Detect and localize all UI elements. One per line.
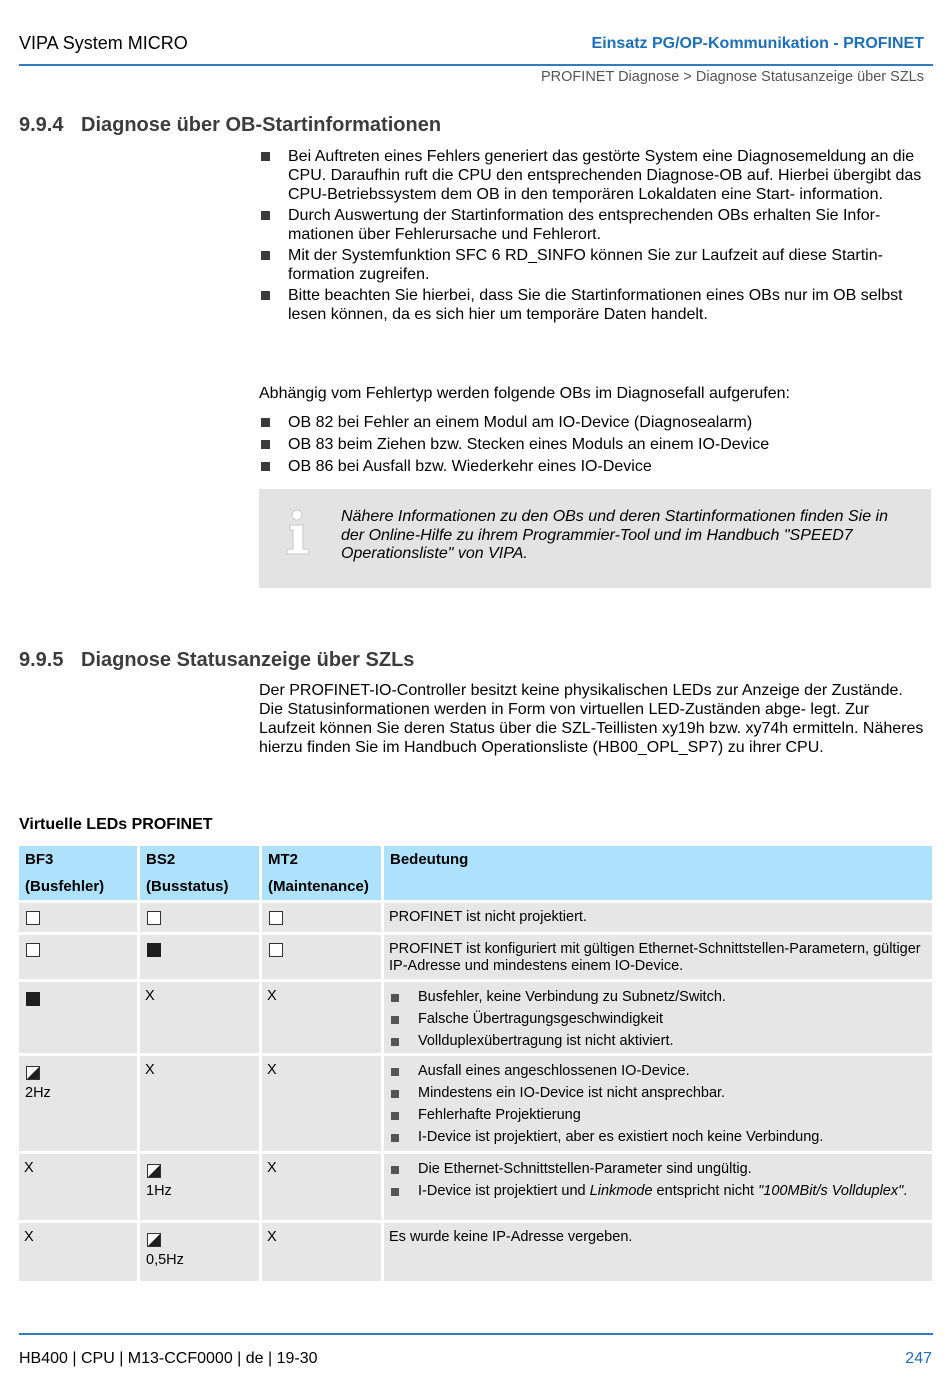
header-label: BS2 xyxy=(146,851,176,868)
table-header-row xyxy=(19,846,932,900)
list-item: Fehlerhafte Projektierung xyxy=(389,1107,927,1124)
list-item: OB 83 beim Ziehen bzw. Stecken eines Moduls an einem IO-Device xyxy=(259,435,929,454)
list-item-text-italic: "100MBit/s Vollduplex" xyxy=(758,1183,904,1199)
list-item xyxy=(389,1183,927,1200)
section-number: 9.9.5 xyxy=(19,649,64,671)
section-number: 9.9.4 xyxy=(19,114,64,136)
meaning-cell xyxy=(384,1154,932,1220)
header-sublabel: (Busstatus) xyxy=(146,878,229,895)
list-item: Vollduplexübertragung ist nicht aktiviert. xyxy=(389,1033,927,1050)
list-item: Busfehler, keine Verbindung zu Subnetz/Switch. xyxy=(389,989,927,1006)
mt2-value: X xyxy=(262,1056,381,1151)
szl-paragraph-text: Der PROFINET-IO-Controller besitzt keine physikalischen LEDs zur Anzeige der Zustände. Die Statusinformationen werden in Form von virtuellen LED-Zuständen abge- legt. Zur Laufzeit können Sie deren Status über die SZL-Teillisten xy19h bzw. xy74h ermitteln. Näheres hierzu finden Sie im Handbuch Operationsliste (HB00_OPL_SP7) zu ihrer CPU. xyxy=(259,682,924,756)
ob-intro xyxy=(259,384,929,403)
bs2-value: X xyxy=(140,982,259,1053)
list-item-text: I-Device ist projektiert und xyxy=(418,1183,590,1199)
header-label: Bedeutung xyxy=(390,851,469,868)
info-icon xyxy=(284,509,316,555)
footer-document-id: HB400 | CPU | M13-CCF0000 | de | 19-30 xyxy=(19,1350,318,1367)
header-label: MT2 xyxy=(268,851,298,868)
section-title-994 xyxy=(19,114,441,137)
mt2-value: X xyxy=(262,1154,381,1220)
bs2-value: X xyxy=(140,1056,259,1151)
section-title-995 xyxy=(19,649,414,672)
meaning-cell: PROFINET ist nicht projektiert. xyxy=(384,903,932,932)
table-row xyxy=(19,935,932,979)
page-number: 247 xyxy=(905,1350,932,1367)
led-off-icon xyxy=(26,911,40,925)
led-blink-icon xyxy=(26,1066,40,1080)
footer-divider xyxy=(19,1333,933,1335)
bf3-value: X xyxy=(19,1154,137,1220)
led-off-icon xyxy=(147,911,161,925)
blink-frequency: 0,5Hz xyxy=(146,1252,184,1268)
list-item-text: entspricht nicht xyxy=(652,1183,759,1199)
meaning-cell xyxy=(384,982,932,1053)
header-cell-bf3 xyxy=(19,846,137,900)
list-item: OB 86 bei Ausfall bzw. Wiederkehr eines IO-Device xyxy=(259,457,929,476)
header-sublabel: (Busfehler) xyxy=(25,878,105,895)
list-item: Mindestens ein IO-Device ist nicht ansprechbar. xyxy=(389,1085,927,1102)
list-item: Durch Auswertung der Startinformation des entsprechenden OBs erhalten Sie Infor- mationen über Fehlerursache und Fehlerort. xyxy=(259,206,929,244)
info-note xyxy=(259,489,931,588)
header-chapter: Einsatz PG/OP-Kommunikation - PROFINET xyxy=(591,35,924,52)
header-product: VIPA System MICRO xyxy=(19,33,188,53)
list-item: I-Device ist projektiert, aber es existiert noch keine Verbindung. xyxy=(389,1129,927,1146)
section-heading: Diagnose Statusanzeige über SZLs xyxy=(81,649,415,671)
led-on-icon xyxy=(147,943,161,957)
list-item-text-italic: Linkmode xyxy=(589,1183,653,1199)
blink-frequency: 1Hz xyxy=(146,1183,172,1199)
header-sublabel: (Maintenance) xyxy=(268,878,369,895)
led-on-icon xyxy=(26,992,40,1006)
ob-intro-text: Abhängig vom Fehlertyp werden folgende OBs im Diagnosefall aufgerufen: xyxy=(259,385,790,402)
list-item: Ausfall eines angeschlossenen IO-Device. xyxy=(389,1063,927,1080)
list-item: Bei Auftreten eines Fehlers generiert das gestörte System eine Diagnosemeldung an die CPU. Daraufhin ruft die CPU den entsprechenden Diagnose-OB auf. Hierbei übergibt das CPU-Betriebssystem dem OB in den temporären Lokaldaten eine Start- information. xyxy=(259,147,929,204)
led-blink-icon xyxy=(147,1164,161,1178)
ob-list xyxy=(259,413,929,478)
info-note-text: Nähere Informationen zu den OBs und deren Startinformationen finden Sie in der Online-Hilfe zu ihrem Programmier-Tool und im Handbuch "SPEED7 Operationsliste" von VIPA. xyxy=(341,508,888,562)
led-off-icon xyxy=(26,943,40,957)
breadcrumb: PROFINET Diagnose > Diagnose Statusanzeige über SZLs xyxy=(541,69,924,85)
led-blink-icon xyxy=(147,1233,161,1247)
table-row xyxy=(19,1154,932,1220)
table-caption: Virtuelle LEDs PROFINET xyxy=(19,816,213,833)
table-row xyxy=(19,1056,932,1151)
list-item: Bitte beachten Sie hierbei, dass Sie die Startinformationen eines OBs nur im OB selbst lesen können, da es sich hier um temporäre Daten handelt. xyxy=(259,286,929,324)
header-label: BF3 xyxy=(25,851,54,868)
header-cell-bs2 xyxy=(140,846,259,900)
list-item: Falsche Übertragungsgeschwindigkeit xyxy=(389,1011,927,1028)
mt2-value: X xyxy=(262,1223,381,1281)
list-item: OB 82 bei Fehler an einem Modul am IO-Device (Diagnosealarm) xyxy=(259,413,929,432)
startinfo-bullets xyxy=(259,147,929,326)
blink-frequency: 2Hz xyxy=(25,1085,51,1101)
section-heading: Diagnose über OB-Startinformationen xyxy=(81,114,442,136)
header-cell-bedeutung xyxy=(384,846,932,900)
mt2-value: X xyxy=(262,982,381,1053)
meaning-cell: PROFINET ist konfiguriert mit gültigen Ethernet-Schnittstellen-Parametern, gültiger IP-Adresse und mindestens einem IO-Device. xyxy=(384,935,932,979)
led-off-icon xyxy=(269,943,283,957)
table-row xyxy=(19,903,932,932)
header-divider xyxy=(19,64,933,66)
meaning-cell xyxy=(384,1056,932,1151)
table-row xyxy=(19,1223,932,1281)
header-cell-mt2 xyxy=(262,846,381,900)
list-item: Die Ethernet-Schnittstellen-Parameter sind ungültig. xyxy=(389,1161,927,1178)
list-item-text: . xyxy=(903,1183,908,1199)
meaning-cell: Es wurde keine IP-Adresse vergeben. xyxy=(384,1223,932,1281)
bf3-value: X xyxy=(19,1223,137,1281)
table-row xyxy=(19,982,932,1053)
szl-paragraph xyxy=(259,681,929,757)
list-item: Mit der Systemfunktion SFC 6 RD_SINFO können Sie zur Laufzeit auf diese Startin- formation zugreifen. xyxy=(259,246,929,284)
led-off-icon xyxy=(269,911,283,925)
